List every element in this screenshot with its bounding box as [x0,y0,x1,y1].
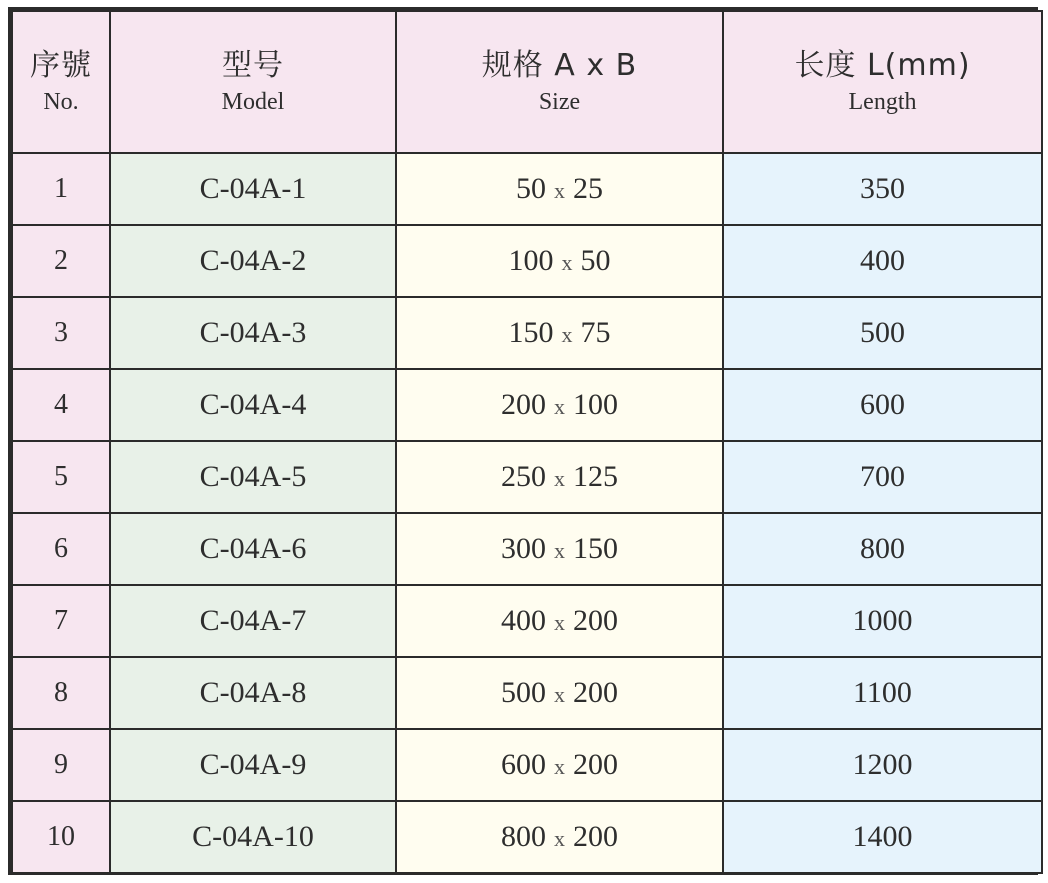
size-b: 125 [573,460,618,493]
header-size-en: Size [538,89,581,115]
cell-no: 2 [12,225,110,297]
table-row [12,657,1042,729]
cell-length: 1200 [723,729,1042,801]
size-x: x [554,826,565,851]
header-size [396,11,723,153]
table-row [12,801,1042,873]
size-a: 250 [501,460,546,493]
header-model-en: Model [221,89,285,115]
cell-model: C-04A-9 [110,729,396,801]
cell-length: 1000 [723,585,1042,657]
cell-size [396,153,723,225]
header-row [12,11,1042,153]
size-b: 150 [573,532,618,565]
header-length-en: Length [848,89,917,115]
cell-size [396,729,723,801]
cell-no: 7 [12,585,110,657]
size-b: 25 [573,172,603,205]
header-model-cn: 型号 [222,48,284,83]
spec-table [11,10,1043,874]
cell-model: C-04A-10 [110,801,396,873]
size-a: 800 [501,820,546,853]
size-b: 200 [573,748,618,781]
cell-no: 6 [12,513,110,585]
cell-size [396,513,723,585]
size-x: x [554,610,565,635]
size-a: 400 [501,604,546,637]
cell-size [396,585,723,657]
cell-length: 1100 [723,657,1042,729]
header-no [12,11,110,153]
size-x: x [561,322,573,347]
size-a: 50 [516,172,546,205]
cell-no: 4 [12,369,110,441]
header-no-en: No. [43,89,79,115]
size-a: 500 [501,676,546,709]
size-a: 600 [501,748,546,781]
cell-size [396,441,723,513]
size-x: x [554,754,565,779]
header-model [110,11,396,153]
size-x: x [554,394,565,419]
spec-table-frame [8,7,1038,875]
table-row [12,369,1042,441]
table-row [12,441,1042,513]
cell-length: 800 [723,513,1042,585]
table-row [12,585,1042,657]
header-length [723,11,1042,153]
size-b: 100 [573,388,618,421]
table-row [12,297,1042,369]
header-no-cn: 序號 [30,48,92,83]
table-body [12,153,1042,873]
size-a: 100 [508,244,554,277]
cell-model: C-04A-6 [110,513,396,585]
table-row [12,225,1042,297]
table-row [12,153,1042,225]
size-x: x [554,682,565,707]
table-row [12,513,1042,585]
size-x: x [554,178,565,203]
cell-no: 5 [12,441,110,513]
header-length-cn: 长度 L(mm) [794,48,971,83]
size-b: 200 [573,604,618,637]
size-b: 50 [580,244,611,277]
size-x: x [561,250,573,275]
cell-no: 8 [12,657,110,729]
size-b: 75 [580,316,611,349]
cell-size [396,297,723,369]
size-a: 150 [508,316,554,349]
cell-no: 9 [12,729,110,801]
cell-no: 3 [12,297,110,369]
cell-model: C-04A-5 [110,441,396,513]
size-a: 200 [501,388,546,421]
size-b: 200 [573,820,618,853]
cell-model: C-04A-7 [110,585,396,657]
cell-size [396,657,723,729]
cell-model: C-04A-4 [110,369,396,441]
size-x: x [554,466,565,491]
cell-no: 1 [12,153,110,225]
size-b: 200 [573,676,618,709]
cell-size [396,801,723,873]
cell-length: 600 [723,369,1042,441]
cell-length: 1400 [723,801,1042,873]
cell-length: 500 [723,297,1042,369]
header-size-cn: 规格 A x B [481,48,638,83]
cell-size [396,225,723,297]
cell-length: 400 [723,225,1042,297]
size-a: 300 [501,532,546,565]
size-x: x [554,538,565,563]
cell-model: C-04A-3 [110,297,396,369]
cell-model: C-04A-1 [110,153,396,225]
cell-length: 700 [723,441,1042,513]
cell-length: 350 [723,153,1042,225]
cell-size [396,369,723,441]
table-row [12,729,1042,801]
cell-no: 10 [12,801,110,873]
cell-model: C-04A-8 [110,657,396,729]
cell-model: C-04A-2 [110,225,396,297]
